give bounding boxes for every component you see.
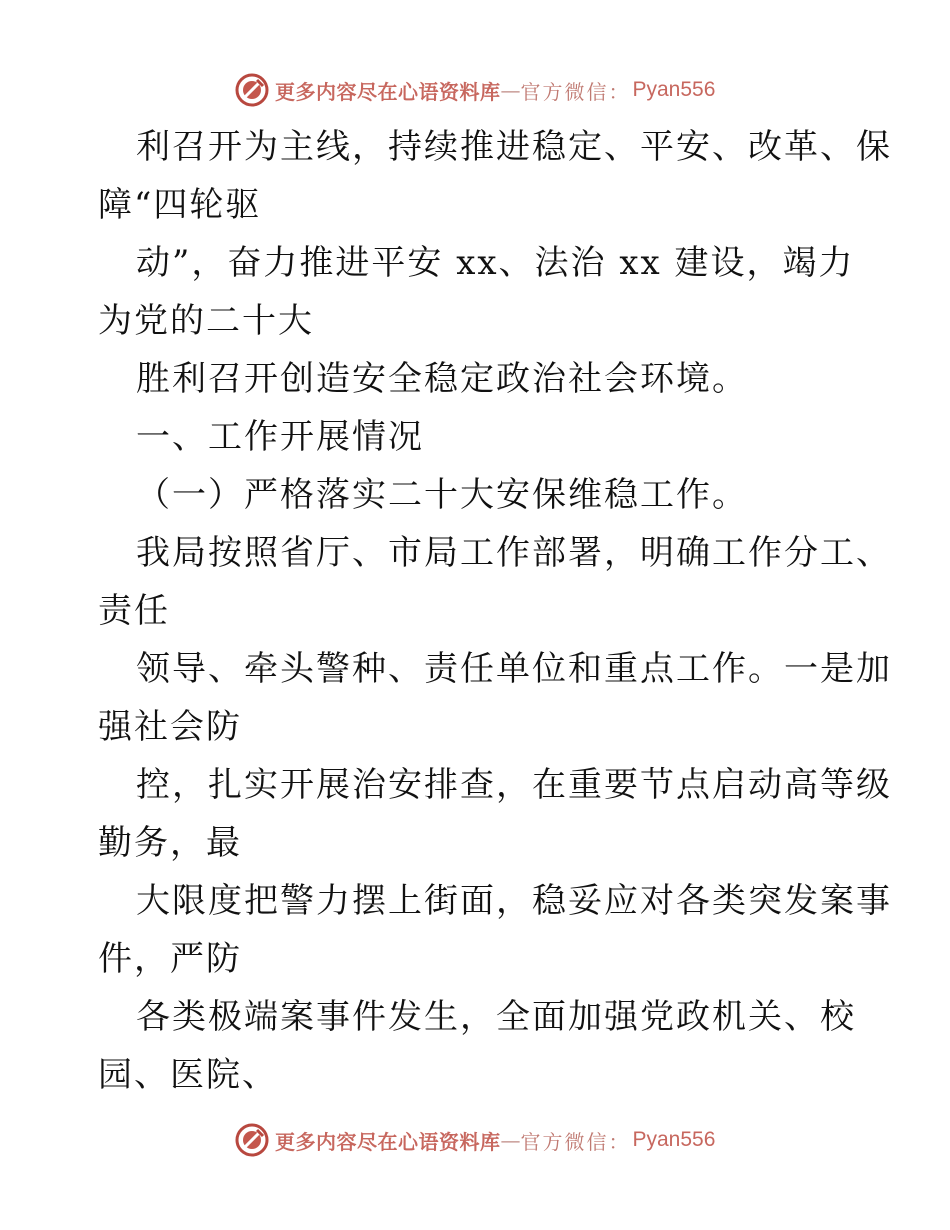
seal-logo-icon bbox=[235, 1123, 269, 1157]
footer-watermark bbox=[235, 1120, 755, 1160]
text-line: 胜利召开创造安全稳定政治社会环境。 bbox=[136, 359, 748, 399]
text-line: 利召开为主线，持续推进稳定、平安、改革、保 bbox=[136, 127, 892, 167]
subsection-heading: （一）严格落实二十大安保维稳工作。 bbox=[136, 475, 748, 515]
text-line: 各类极端案事件发生，全面加强党政机关、校 bbox=[136, 997, 856, 1037]
text-line: 大限度把警力摆上街面，稳妥应对各类突发案事 bbox=[136, 881, 892, 921]
watermark-dash: — bbox=[500, 78, 521, 102]
text-line: 控，扎实开展治安排查，在重要节点启动高等级 bbox=[136, 765, 892, 805]
watermark-wechat-id: Pyan556 bbox=[632, 78, 716, 101]
watermark-dash: — bbox=[500, 1128, 521, 1152]
watermark-brand-text: 更多内容尽在心语资料库 bbox=[275, 1129, 501, 1154]
section-heading: 一、工作开展情况 bbox=[136, 417, 424, 457]
text-line: 强社会防 bbox=[98, 707, 242, 747]
text-line: 责任 bbox=[98, 591, 170, 631]
seal-logo-icon bbox=[235, 73, 269, 107]
header-watermark bbox=[235, 70, 755, 110]
document-body bbox=[98, 118, 892, 1104]
watermark-brand-text: 更多内容尽在心语资料库 bbox=[275, 79, 501, 104]
text-line: 障“四轮驱 bbox=[98, 185, 262, 225]
text-line: 件，严防 bbox=[98, 939, 242, 979]
text-line: 领导、牵头警种、责任单位和重点工作。一是加 bbox=[136, 649, 892, 689]
text-line: 我局按照省厅、市局工作部署，明确工作分工、 bbox=[136, 533, 892, 573]
text-line: 园、医院、 bbox=[98, 1055, 278, 1095]
watermark-wechat-id: Pyan556 bbox=[632, 1128, 716, 1151]
text-line: 勤务，最 bbox=[98, 823, 242, 863]
text-line: 为党的二十大 bbox=[98, 301, 314, 341]
text-line: 动”，奋力推进平安 xx、法治 xx 建设，竭力 bbox=[136, 243, 855, 283]
watermark-official-label: 官方微信： bbox=[520, 1129, 631, 1154]
watermark-official-label: 官方微信： bbox=[520, 79, 631, 104]
